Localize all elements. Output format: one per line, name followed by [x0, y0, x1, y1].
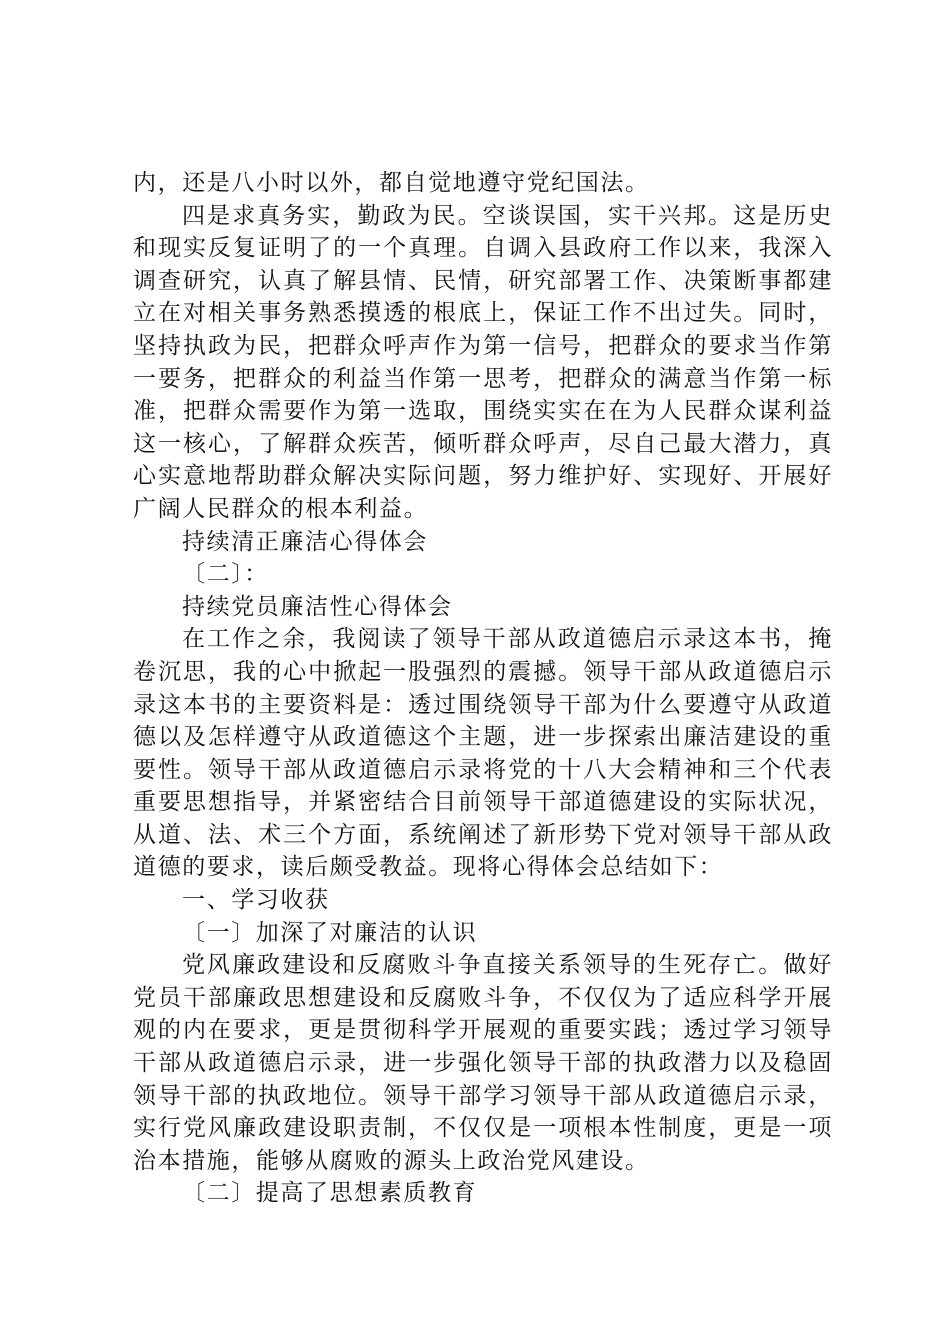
paragraph-continuation: 内，还是八小时以外，都自觉地遵守党纪国法。: [133, 170, 650, 196]
paragraph-anticorruption: 党风廉政建设和反腐败斗争直接关系领导的生死存亡。做好党员干部廉政思想建设和反腐败斗争，不仅仅为了适应科学开展观的内在要求，更是贯彻科学开展观的重要实践；透过学习领导干部从政道德启示录，进一步强化领导干部的执政潜力以及稳固领导干部的执政地位。领导干部学习领导干部从政道德启示录，实行党风廉政建设职责制，不仅仅是一项根本性制度，更是一项治本措施，能够从腐败的源头上政治党风建设。: [133, 952, 833, 1174]
heading-learning-gains: 一、学习收获: [182, 887, 330, 914]
document-page: [133, 167, 833, 1210]
paragraph-point-four: 四是求真务实，勤政为民。空谈误国，实干兴邦。这是历史和现实反复证明了的一个真理。自调入县政府工作以来，我深入调查研究，认真了解县情、民情，研究部署工作、决策断事都建立在对相关事务熟悉摸透的根底上，保证工作不出过失。同时，坚持执政为民，把群众呼声作为第一信号，把群众的要求当作第一要务，把群众的利益当作第一思考，把群众的满意当作第一标准，把群众需要作为第一选取，围绕实实在在为人民群众谋利益这一核心，了解群众疾苦，倾听群众呼声，尽自己最大潜力，真心实意地帮助群众解决实际问题，努力维护好、实现好、开展好广阔人民群众的根本利益。: [133, 202, 833, 522]
subheading-one: 〔一〕加深了对廉洁的认识: [182, 919, 478, 946]
subheading-two: 〔二〕提高了思想素质教育: [182, 1180, 478, 1207]
section-number: 〔二〕：: [182, 561, 269, 588]
article-title: 持续党员廉洁性心得体会: [182, 593, 453, 620]
paragraph-intro: 在工作之余，我阅读了领导干部从政道德启示录这本书，掩卷沉思，我的心中掀起一股强烈的震撼。领导干部从政道德启示录这本书的主要资料是：透过围绕领导干部为什么要遵守从政道德以及怎样遵守从政道德这个主题，进一步探索出廉洁建设的重要性。领导干部从政道德启示录将党的十八大会精神和三个代表重要思想指导，并紧密结合目前领导干部道德建设的实际状况，从道、法、术三个方面，系统阐述了新形势下党对领导干部从政道德的要求，读后颇受教益。现将心得体会总结如下：: [133, 626, 833, 881]
section-title: 持续清正廉洁心得体会: [182, 528, 428, 555]
